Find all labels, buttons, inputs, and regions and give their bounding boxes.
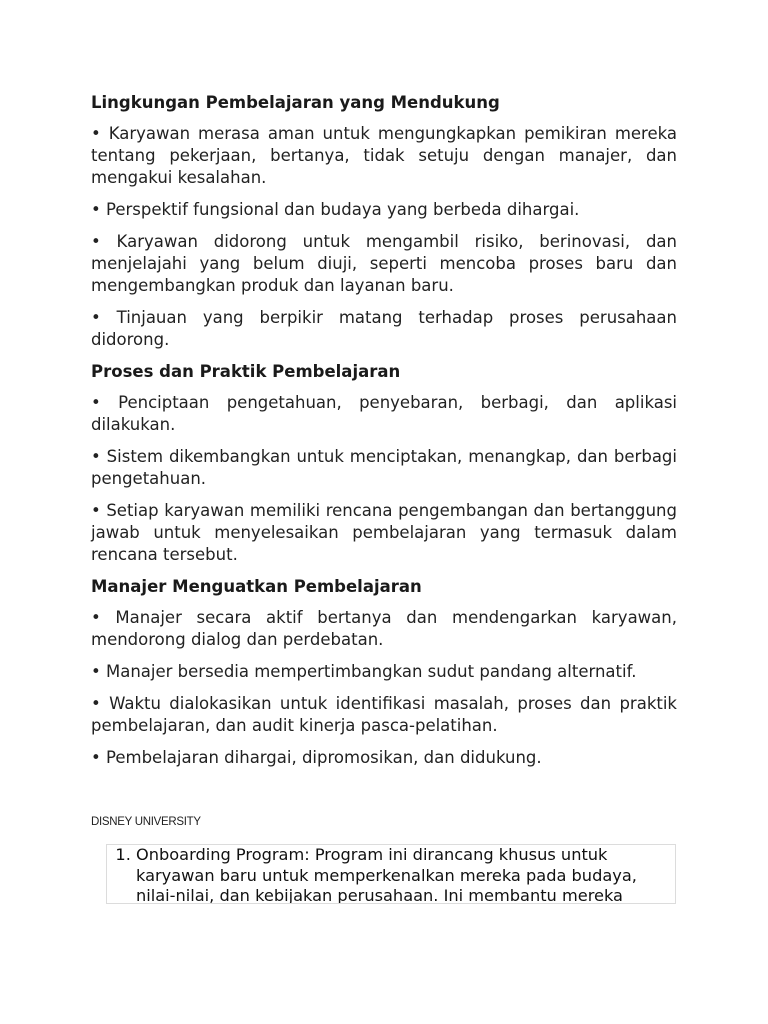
document-body — [91, 92, 677, 779]
section-supportive-environment — [91, 92, 677, 351]
bullet-paragraph: • Tinjauan yang berpikir matang terhadap proses perusahaan didorong. — [91, 308, 677, 349]
bullet-paragraph: • Perspektif fungsional dan budaya yang berbeda dihargai. — [91, 200, 580, 219]
onboarding-box — [106, 844, 676, 904]
bullet-paragraph: • Sistem dikembangkan untuk menciptakan, menangkap, dan berbagi pengetahuan. — [91, 447, 677, 488]
bullet-paragraph: • Manajer bersedia mempertimbangkan sudut pandang alternatif. — [91, 662, 637, 681]
bullet-paragraph: • Setiap karyawan memiliki rencana pengembangan dan bertanggung jawab untuk menyelesaikan pembelajaran yang termasuk dalam rencana tersebut. — [91, 501, 677, 564]
list-item: 1. Onboarding Program: Program ini dirancang khusus untuk karyawan baru untuk memperkenalkan mereka pada budaya, nilai-nilai, dan kebijakan perusahaan. Ini membantu mereka — [136, 845, 669, 904]
bullet-paragraph: • Penciptaan pengetahuan, penyebaran, berbagi, dan aplikasi dilakukan. — [91, 393, 677, 434]
bullet-paragraph: • Karyawan didorong untuk mengambil risiko, berinovasi, dan menjelajahi yang belum diuji, seperti mencoba proses baru dan mengembangkan produk dan layanan baru. — [91, 232, 677, 295]
section-heading: Proses dan Praktik Pembelajaran — [91, 362, 401, 381]
bullet-paragraph: • Pembelajaran dihargai, dipromosikan, dan didukung. — [91, 748, 542, 767]
section-heading: Lingkungan Pembelajaran yang Mendukung — [91, 93, 500, 112]
section-manager-reinforcement — [91, 576, 677, 769]
section-heading: Manajer Menguatkan Pembelajaran — [91, 577, 422, 596]
bullet-paragraph: • Waktu dialokasikan untuk identifikasi masalah, proses dan praktik pembelajaran, dan audit kinerja pasca-pelatihan. — [91, 694, 677, 735]
section-learning-processes — [91, 361, 677, 566]
numbered-list — [113, 845, 669, 904]
bullet-paragraph: • Manajer secara aktif bertanya dan mendengarkan karyawan, mendorong dialog dan perdebatan. — [91, 608, 677, 649]
bullet-paragraph: • Karyawan merasa aman untuk mengungkapkan pemikiran mereka tentang pekerjaan, bertanya, tidak setuju dengan manajer, dan mengakui kesalahan. — [91, 124, 677, 187]
disney-university-label: DISNEY UNIVERSITY — [91, 816, 201, 828]
